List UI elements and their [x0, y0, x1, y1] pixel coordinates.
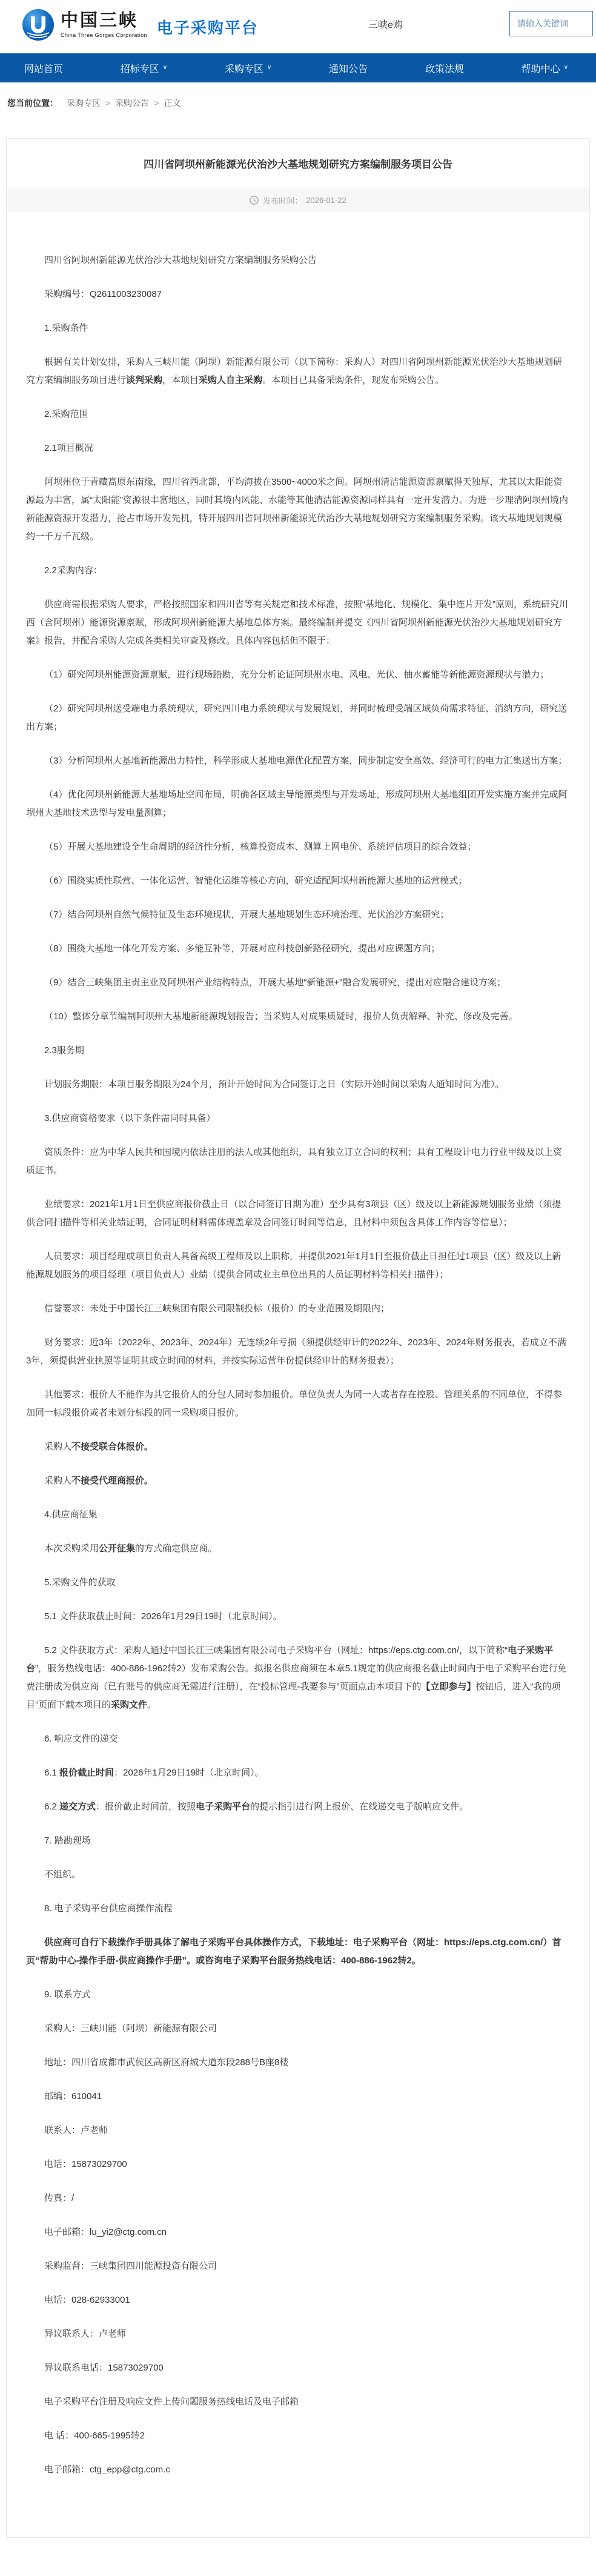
nav-item-label: 政策法规 [425, 64, 464, 75]
body-paragraph: （9）结合三峡集团主责主业及阿坝州产业结构特点，开展大基地“新能源+”融合发展研究，提出对应融合建设方案； [44, 977, 506, 988]
body-paragraph: 采购人不接受联合体报价。 [44, 1442, 154, 1452]
body-paragraph: 人员要求：项目经理或项目负责人具备高级工程师及以上职称，并提供2021年1月1日至报价截止日担任过1项县（区）级及以上新能源规划服务的项目经理（项目负责人）业绩（提供合同或业主单位出具的人员证明材料等相关扫描件）； [26, 1251, 561, 1280]
breadcrumb-separator: > [105, 98, 111, 108]
body-paragraph: 四川省阿坝州新能源光伏治沙大基地规划研究方案编制服务采购公告 [44, 255, 317, 265]
nav-item-label: 网站首页 [24, 64, 64, 75]
body-paragraph: （4）优化阿坝州新能源大基地场址空间布局，明确各区域主导能源类型与开发场址，形成阿坝州大基地组团开发实施方案并完成阿坝州大基地技术选型与发电量测算； [26, 790, 568, 818]
keyword-search-box [509, 11, 593, 36]
body-paragraph: 资质条件：应为中华人民共和国境内依法注册的法人或其他组织，具有独立订立合同的权利；具有工程设计电力行业甲级及以上资质证书。 [26, 1147, 563, 1176]
body-paragraph: 其他要求：报价人不能作为其它报价人的分包人同时参加报价。单位负责人为同一人或者存在控股、管理关系的不同单位，不得参加同一标段报价或者未划分标段的同一采购项目报价。 [26, 1390, 563, 1418]
body-paragraph: （5）开展大基地建设全生命周期的经济性分析，核算投资成本、测算上网电价、系统评估项目的综合效益； [44, 842, 477, 852]
body-paragraph: 电 话：400-665-1995转2 [44, 2431, 145, 2441]
body-paragraph: 采购编号：Q2611003230087 [44, 289, 162, 299]
logo-en-text: China Three Gorges Corporation [61, 32, 147, 38]
chevron-down-icon: ∨ [162, 64, 168, 71]
body-paragraph: （7）结合阿坝州自然气候特征及生态环境现状，开展大基地规划生态环境治理、光伏治沙方案研究； [44, 910, 449, 920]
body-paragraph: 电话：028-62933001 [44, 2295, 130, 2305]
body-paragraph: 信誉要求：未处于中国长江三峡集团有限公司限制投标（报价）的专业范围及期限内； [44, 1303, 390, 1314]
body-paragraph: 传真：/ [44, 2193, 74, 2203]
logo-cn-text: 中国三峡 [61, 11, 139, 31]
body-paragraph: 2.采购范围 [44, 409, 88, 419]
body-paragraph: 2.1项目概况 [44, 443, 93, 453]
body-paragraph: 4.供应商征集 [44, 1509, 98, 1520]
nav-item-label: 采购专区 [224, 64, 263, 75]
body-paragraph: 根据有关计划安排，采购人三峡川能（阿坝）新能源有限公司（以下简称：采购人）对四川省阿坝州新能源光伏治沙大基地规划研究方案编制服务项目进行谈判采购，本项目采购人自主采购。本项目已具备采购条件，现发布采购公告。 [26, 357, 563, 385]
body-paragraph: 本次采购采用公开征集的方式确定供应商。 [44, 1543, 217, 1554]
announcement-card [6, 138, 590, 2538]
breadcrumb-prefix: 您当前位置： [7, 98, 58, 108]
chevron-down-icon: ∨ [267, 64, 272, 71]
nav-item-notices[interactable] [329, 61, 368, 75]
body-paragraph: 6.1 报价截止时间：2026年1月29日19时（北京时间）。 [44, 1768, 264, 1778]
breadcrumb [0, 82, 596, 109]
body-paragraph: 异议联系人：卢老师 [44, 2329, 127, 2339]
nav-item-home[interactable] [24, 61, 63, 75]
announcement-body [7, 211, 589, 2479]
body-paragraph: 异议联系电话：15873029700 [44, 2363, 164, 2373]
body-paragraph: 2.2采购内容： [44, 565, 102, 576]
body-paragraph: 不组织。 [44, 1869, 81, 1880]
main-nav [0, 53, 596, 82]
nav-item-procurement-zone[interactable] [225, 61, 271, 75]
body-paragraph: （10）整体分章节编制阿坝州大基地新能源规划报告；当采购人对成果质疑时，报价人负责解释、补充、修改及完善。 [44, 1011, 518, 1022]
body-paragraph: 供应商需根据采购人要求，严格按照国家和四川省等有关规定和技术标准，按照“基地化、规模化、集中连片开发”原则，系统研究川西（含阿坝州）能源资源禀赋，形成阿坝州新能源大基地总体方案。最终编制并提交《四川省阿坝州新能源光伏治沙大基地规划研究方案》报告，并配合采购人完成各类相关审查及修改。具体内容包括但不限于： [26, 599, 568, 646]
nav-item-label: 通知公告 [329, 64, 368, 75]
body-paragraph: 联系人：卢老师 [44, 2125, 108, 2135]
body-paragraph: 1.采购条件 [44, 323, 88, 333]
page-title: 四川省阿坝州新能源光伏治沙大基地规划研究方案编制服务项目公告 [144, 159, 452, 170]
body-paragraph: 采购人不接受代理商报价。 [44, 1476, 154, 1486]
body-paragraph: 2.3服务期 [44, 1045, 84, 1056]
body-paragraph: 6.2 递交方式：报价截止时间前，按照电子采购平台的提示指引进行网上报价、在线递交电子版响应文件。 [44, 1802, 469, 1812]
body-paragraph: （2）研究阿坝州送受端电力系统现状，研究四川电力系统现状与发展规划，并同时梳理受端区域负荷需求特征、消纳方向，研究送出方案； [26, 704, 568, 732]
body-paragraph: 财务要求：近3年（2022年、2023年、2024年）无连续2年亏损（须提供经审计的2022年、2023年、2024年财务报表，若成立不满3年，须提供营业执照等证明其成立时间的材料，并按实际运营年份提供经审计的财务报表）； [26, 1337, 566, 1366]
body-paragraph: 电子采购平台注册及响应文件上传问题服务热线电话及电子邮箱 [44, 2397, 299, 2407]
body-paragraph: 电子邮箱：lu_yi2@ctg.com.cn [44, 2227, 167, 2237]
platform-title: 电子采购平台 [156, 18, 259, 37]
body-paragraph: 6. 响应文件的递交 [44, 1734, 118, 1744]
body-paragraph: 9. 联系方式 [44, 1989, 91, 2000]
publish-time-label: 发布时间： [263, 196, 303, 205]
nav-item-bidding-zone[interactable] [121, 61, 167, 75]
top-header [0, 0, 596, 53]
breadcrumb-links [62, 98, 185, 108]
body-paragraph: 电子邮箱：ctg_epp@ctg.com.c [44, 2465, 170, 2475]
ctg-logo-icon [22, 8, 55, 41]
body-paragraph: 采购人：三峡川能（阿坝）新能源有限公司 [44, 2023, 217, 2034]
body-paragraph: 电话：15873029700 [44, 2159, 127, 2169]
ctg-logo-link[interactable] [22, 8, 259, 41]
sanxia-eshop-link[interactable]: 三峡e购 [368, 20, 403, 30]
nav-item-help-center[interactable] [522, 61, 568, 75]
body-paragraph: 地址：四川省成都市武侯区高新区府城大道东段288号B座8楼 [44, 2057, 289, 2068]
clock-icon [250, 196, 259, 205]
chevron-down-icon: ∨ [563, 64, 568, 71]
body-paragraph: 5.1 文件获取截止时间：2026年1月29日19时（北京时间）。 [44, 1611, 282, 1622]
publish-meta-bar [7, 188, 589, 211]
breadcrumb-item-1[interactable]: 采购公告 [115, 98, 150, 108]
body-paragraph: （8）围绕大基地一体化开发方案、多能互补等，开展对应科技创新路径研究，提出对应课题方向； [44, 944, 440, 954]
body-paragraph: （1）研究阿坝州能源资源禀赋，进行现场踏勘，充分分析论证阿坝州水电、风电、光伏、抽水蓄能等新能源资源现状与潜力； [44, 670, 549, 680]
breadcrumb-separator: > [154, 98, 159, 108]
body-paragraph: 供应商可自行下载操作手册具体了解电子采购平台具体操作方式，下载地址：电子采购平台（网址：https://eps.ctg.com.cn/）首页“帮助中心-操作手册-供应商操作手册”。或咨询电子采购平台服务热线电话：400-886-1962转2。 [26, 1937, 561, 1966]
body-paragraph: 3.供应商资格要求（以下条件需同时具备） [44, 1113, 216, 1123]
body-paragraph: 7. 踏勘现场 [44, 1835, 91, 1846]
body-paragraph: 阿坝州位于青藏高原东南缘，四川省西北部，平均海拔在3500~4000米之间。阿坝州清洁能源资源禀赋得天独厚，尤其以太阳能资源最为丰富，属“太阳能”资源很丰富地区，同时其境内风能、水能等其他清洁能源资源同样具有一定开发潜力。为进一步理清阿坝州境内新能源资源开发潜力，抢占市场开发先机，特开展四川省阿坝州新能源光伏治沙大基地规划研究方案编制服务采购。该大基地规划规模约一千万千瓦级。 [26, 477, 568, 542]
keyword-search-input[interactable] [510, 12, 592, 36]
logo-texts [61, 12, 147, 38]
body-paragraph: 业绩要求：2021年1月1日至供应商报价截止日（以合同签订日期为准）至少具有3项县（区）级及以上新能源规划服务业绩（须提供合同扫描件等相关业绩证明，合同证明材料需体现盖章及合同签订时间等信息，且材料中须包含具体工作内容等信息）； [26, 1199, 561, 1228]
body-paragraph: （6）围绕实质性联营、一体化运营、智能化运维等核心方向，研究适配阿坝州新能源大基地的运营模式； [44, 876, 468, 886]
body-paragraph: 5.2 文件获取方式：采购人通过中国长江三峡集团有限公司电子采购平台（网址：https://eps.ctg.com.cn/，以下简称“电子采购平台”，服务热线电话：400-886-1962转2）发布采购公告。拟报名供应商须在本章5.1规定的供应商报名截止时间内于电子采购平台进行免费注册成为供应商（已有账号的供应商无需进行注册），在“投标管理-我要参与”页面点击本项目下的【立即参与】按钮后，进入“我的项目”页面下载本项目的采购文件。 [26, 1645, 567, 1710]
breadcrumb-item-2: 正文 [164, 98, 181, 108]
body-paragraph: 邮编：610041 [44, 2091, 102, 2102]
body-paragraph: 计划服务期限：本项目服务期限为24个月，预计开始时间为合同签订之日（实际开始时间以采购人通知时间为准）。 [44, 1079, 505, 1090]
publish-date: 2026-01-22 [306, 195, 346, 205]
nav-item-label: 招标专区 [120, 64, 159, 75]
breadcrumb-item-0[interactable]: 采购专区 [67, 98, 101, 108]
body-paragraph: 5.采购文件的获取 [44, 1577, 116, 1588]
nav-item-label: 帮助中心 [521, 64, 560, 75]
nav-item-policies[interactable] [425, 61, 464, 75]
body-paragraph: 8. 电子采购平台供应商操作流程 [44, 1903, 173, 1914]
body-paragraph: （3）分析阿坝州大基地新能源出力特性，科学形成大基地电源优化配置方案，同步制定安全高效、经济可行的电力汇集送出方案； [44, 756, 568, 766]
body-paragraph: 采购监督：三峡集团四川能源投资有限公司 [44, 2261, 217, 2271]
